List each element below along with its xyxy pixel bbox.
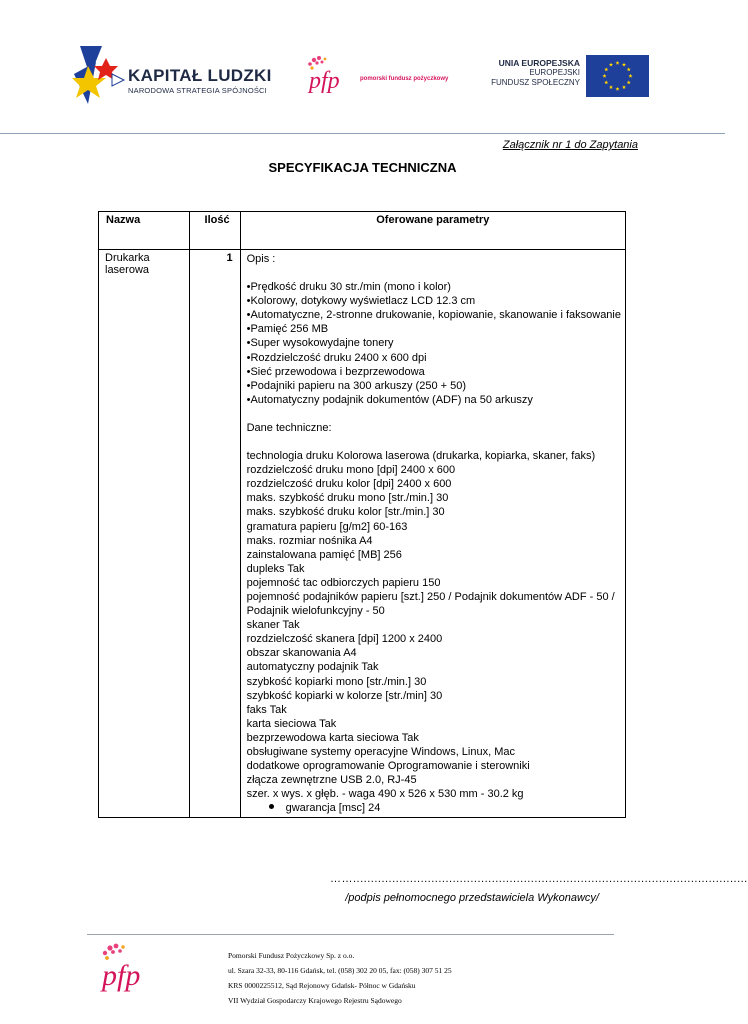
params-line: rozdzielczość druku kolor [dpi] 2400 x 600 [246, 478, 452, 491]
params-line: •Prędkość druku 30 str./min (mono i kolor) [246, 281, 451, 294]
eu-flag-icon [586, 55, 649, 97]
params-line: bezprzewodowa karta sieciowa Tak [246, 731, 419, 744]
item-params [240, 250, 625, 818]
params-line: pojemność tac odbiorczych papieru 150 [246, 576, 441, 589]
params-line: szybkość kopiarki mono [str./min.] 30 [246, 675, 427, 688]
table-row [99, 250, 626, 818]
params-line: •Rozdzielczość druku 2400 x 600 dpi [246, 351, 427, 364]
kapital-ludzki-emblem-icon [72, 44, 124, 106]
params-line: Dane techniczne: [246, 421, 332, 434]
params-spacer [247, 407, 621, 421]
page-title: SPECYFIKACJA TECHNICZNA [268, 160, 457, 175]
bullet-icon [269, 804, 274, 809]
params-line: złącza zewnętrzne USB 2.0, RJ-45 [246, 774, 417, 787]
params-line: •Sieć przewodowa i bezprzewodowa [246, 365, 425, 378]
params-line: •Automatyczne, 2-stronne drukowanie, kopiowanie, skanowanie i faksowanie [246, 309, 621, 322]
eu-line-2: EUROPEJSKI [529, 68, 580, 77]
params-line: szer. x wys. x głęb. - waga 490 x 526 x 530 mm - 30.2 kg [246, 788, 524, 801]
pfp-logo [305, 54, 455, 96]
params-line: maks. rozmiar nośnika A4 [246, 534, 373, 547]
eu-line-1: UNIA EUROPEJSKA [498, 58, 580, 68]
header-qty: Ilość [189, 212, 240, 250]
params-line: faks Tak [246, 703, 287, 716]
params-line: gramatura papieru [g/m2] 60-163 [246, 520, 408, 533]
signature-label: /podpis pełnomocnego przedstawiciela Wykonawcy/ [345, 892, 599, 904]
warranty-bullet [247, 801, 621, 815]
params-line: technologia druku Kolorowa laserowa (drukarka, kopiarka, skaner, faks) [246, 450, 596, 463]
signature-line: ……............................................................................................................... [330, 873, 748, 885]
params-line: Podajnik wielofunkcyjny - 50 [246, 605, 385, 618]
footer-line: Pomorski Fundusz Pożyczkowy Sp. z o.o. [228, 951, 355, 960]
svg-text:pfp: pfp [102, 959, 141, 992]
footer-divider [87, 934, 614, 935]
params-line: dodatkowe oprogramowanie Oprogramowanie i sterowniki [246, 760, 530, 773]
params-line: skaner Tak [246, 619, 300, 632]
params-line: dupleks Tak [246, 562, 305, 575]
params-lines [247, 252, 621, 801]
eu-line-3: FUNDUSZ SPOŁECZNY [491, 78, 580, 87]
params-line: •Kolorowy, dotykowy wyświetlacz LCD 12.3 cm [246, 295, 476, 308]
params-line: •Podajniki papieru na 300 arkuszy (250 + 50) [246, 379, 466, 392]
params-line: maks. szybkość druku kolor [str./min.] 30 [246, 506, 445, 519]
attachment-note: Załącznik nr 1 do Zapytania [502, 139, 638, 151]
params-spacer [247, 435, 621, 449]
header-name: Nazwa [99, 212, 190, 250]
footer-address [228, 948, 452, 1008]
params-line: obsługiwane systemy operacyjne Windows, Linux, Mac [246, 746, 515, 758]
params-line: karta sieciowa Tak [246, 717, 337, 730]
item-qty: 1 [189, 250, 240, 818]
params-line: maks. szybkość druku mono [str./min.] 30 [246, 492, 449, 505]
kapital-ludzki-subtitle: NARODOWA STRATEGIA SPÓJNOŚCI [128, 86, 267, 95]
footer-line: KRS 0000225512, Sąd Rejonowy Gdańsk- Północ w Gdańsku [228, 981, 416, 990]
params-line: •Pamięć 256 MB [246, 323, 329, 336]
footer-pfp-logo-icon [98, 941, 154, 993]
warranty-text: gwarancja [msc] 24 [285, 802, 381, 815]
item-name: Drukarka laserowa [99, 250, 190, 818]
params-line: •Super wysokowydajne tonery [246, 337, 394, 350]
params-line: rozdzielczość skanera [dpi] 1200 x 2400 [246, 633, 443, 646]
params-line: szybkość kopiarki w kolorze [str./min] 30 [246, 689, 443, 702]
header-params: Oferowane parametry [240, 212, 625, 250]
svg-text:pfp: pfp [309, 68, 340, 94]
kapital-ludzki-title: KAPITAŁ LUDZKI [128, 66, 272, 85]
params-line: automatyczny podajnik Tak [246, 661, 379, 674]
header-divider [0, 133, 725, 134]
params-line: •Automatyczny podajnik dokumentów (ADF) na 50 arkuszy [246, 393, 533, 406]
params-spacer [247, 266, 621, 280]
kapital-ludzki-logo [72, 44, 272, 106]
params-line: Opis : [246, 253, 276, 265]
footer-line: VII Wydział Gospodarczy Krajowego Rejestru Sądowego [228, 996, 402, 1005]
params-line: pojemność podajników papieru [szt.] 250 / Podajnik dokumentów ADF - 50 / [246, 590, 615, 603]
eu-text-block [470, 58, 580, 88]
pfp-mark-icon [305, 54, 357, 96]
specification-table [98, 211, 626, 818]
table-header-row [99, 212, 626, 250]
params-line: zainstalowana pamięć [MB] 256 [246, 548, 402, 561]
params-line: rozdzielczość druku mono [dpi] 2400 x 600 [246, 464, 456, 477]
pfp-name: pomorski fundusz pożyczkowy [360, 76, 449, 82]
params-line: obszar skanowania A4 [246, 647, 357, 660]
footer-line: ul. Szara 32-33, 80-116 Gdańsk, tel. (058) 302 20 05, fax: (058) 307 51 25 [228, 966, 452, 975]
